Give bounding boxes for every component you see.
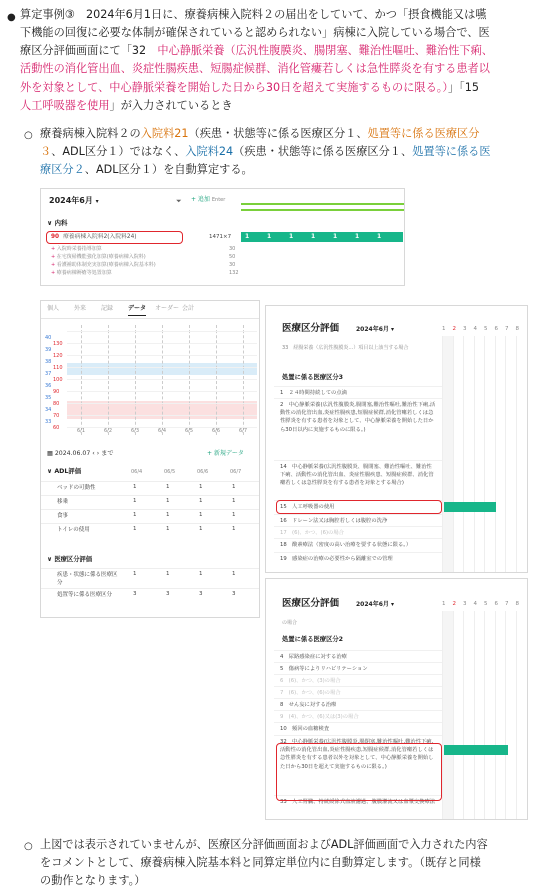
day-col: [453, 336, 464, 572]
p1-sub-label: 看護補助体制充実加算(療養病棟入院基本料): [56, 262, 156, 268]
p1-day-value: 1: [267, 233, 272, 240]
p4-green-bar: [444, 745, 508, 755]
p3-green-bar: [444, 502, 496, 512]
calendar-icon: ▦: [47, 450, 53, 457]
day-col: [442, 611, 453, 819]
p3-eval-row[interactable]: 1 ２４時間持続しての点滴: [274, 386, 442, 398]
p1-sub-count: 50: [229, 254, 236, 260]
p1-sub-count: 30: [229, 262, 236, 268]
p2-row-value: 1: [199, 484, 203, 490]
day-col: [516, 336, 527, 572]
p3-eval-row[interactable]: 18 酸素療法（密度の高い治療を要する状態に限る。）: [274, 538, 442, 552]
day-col: [505, 611, 516, 819]
p4-day: 3: [463, 601, 467, 607]
p2-grid-hline: [67, 391, 257, 392]
p4-highlight-box: [276, 743, 442, 801]
p4-day: 4: [473, 601, 477, 607]
p2-y-tick: 60: [53, 425, 60, 431]
p2-y-tick: 39: [45, 347, 52, 353]
p2-x-dates: [67, 428, 257, 436]
p2-grid-line: [216, 325, 217, 435]
sub-bullet-text-2: 上図では表示されていませんが、医療区分評価画面およびADL評価画面で入力された内容 をコメントとして、療養病棟入院基本料と同算定単位内に自動算定します。（既存と同様 の動作となります。）: [40, 838, 488, 888]
p3-month[interactable]: 2024年6月 ▾: [356, 326, 394, 333]
p2-tab[interactable]: 個人: [47, 305, 60, 312]
p2-row-label: 食事: [57, 513, 69, 519]
p4-eval-row[interactable]: 8 せん妄に対する治療: [274, 698, 442, 710]
p3-highlight-box: [276, 500, 442, 514]
p1-green-strip: [241, 203, 405, 205]
p1-day-value: 1: [377, 233, 382, 240]
p2-x-date: 6/4: [158, 428, 167, 434]
p1-sub-label: 入院時栄養指導加算: [56, 246, 102, 252]
p4-eval-row[interactable]: 4 尿路感染症に対する治療: [274, 650, 442, 662]
p2-row-value: 1: [199, 498, 203, 504]
day-col: [505, 336, 516, 572]
sub-bullet-circle: ○: [24, 130, 33, 141]
p3-day: 7: [505, 326, 509, 332]
p3-section: 処置に係る医療区分3: [282, 374, 344, 381]
order-calendar-panel: [40, 188, 405, 286]
p2-x-date: 6/3: [131, 428, 140, 434]
p3-day: 5: [484, 326, 488, 332]
p1-sub-item[interactable]: [51, 270, 241, 278]
p2-next-icon[interactable]: ›: [96, 450, 100, 457]
p2-row-value: 1: [232, 484, 236, 490]
p1-sub-plus-icon: +: [51, 246, 57, 252]
p2-tab[interactable]: データ: [128, 305, 146, 316]
p3-eval-row[interactable]: 19 感染症の治療の必要性から隔離室での管理: [274, 552, 442, 566]
p2-x-date: 6/5: [185, 428, 194, 434]
p3-top-text: 33 経腸栄養（広汎性腹膜炎…）項目以上該当する場合: [282, 345, 409, 351]
p4-top-text: の場合: [282, 620, 298, 626]
p2-grid-line: [243, 325, 244, 435]
p2-row-value: 1: [232, 571, 236, 577]
p1-day-values: [241, 233, 381, 242]
p4-day: 8: [515, 601, 519, 607]
p4-day: 2: [452, 601, 456, 607]
p3-eval-row[interactable]: 17 (6)、かつ、(6)の場合: [274, 526, 442, 538]
p2-grid-hline: [67, 331, 257, 332]
p2-row-label: 移乗: [57, 499, 69, 505]
p1-sub-plus-icon: +: [51, 262, 57, 268]
p1-sub-plus-icon: +: [51, 254, 57, 260]
p2-y-tick: 100: [53, 377, 63, 383]
day-col: [495, 336, 506, 572]
p2-y-tick: 110: [53, 365, 63, 371]
p2-y-tick: 37: [45, 371, 52, 377]
p2-x-date: 6/1: [77, 428, 86, 434]
p2-med-title: ∨ 医療区分評価: [47, 556, 93, 563]
p2-tab-bar: [41, 301, 260, 319]
p2-row-value: 1: [133, 498, 137, 504]
p1-green-strip-2: [241, 209, 405, 211]
day-col: [463, 336, 474, 572]
p2-row-value: 1: [133, 526, 137, 532]
p2-grid-hline: [67, 343, 257, 344]
day-col: [463, 611, 474, 819]
p2-col-date: 06/4: [131, 469, 143, 475]
day-col: [495, 611, 506, 819]
p2-grid-line: [162, 325, 163, 435]
p1-sub-count: 132: [229, 270, 239, 276]
p2-row-value: 1: [199, 571, 203, 577]
p4-eval-row[interactable]: 7 (6)、かつ、(6)の場合: [274, 686, 442, 698]
p2-table-row: [41, 568, 260, 588]
p2-grid-hline: [67, 403, 257, 404]
p2-x-date: 6/7: [239, 428, 248, 434]
p1-sub-label: 在宅復帰機能強化加算(療養病棟入院料): [56, 254, 146, 260]
p2-y-tick: 80: [53, 401, 60, 407]
p2-row-label: 疾患・状態に係る医療区分: [57, 572, 118, 587]
p2-chart: [41, 321, 260, 439]
p2-row-value: 1: [166, 526, 170, 532]
p2-y-tick: 130: [53, 341, 63, 347]
p3-eval-row[interactable]: 14 中心静脈栄養(広汎性腹膜炎、腸閉塞、難治性嘔吐、難治性下痢、活動性の消化管出血、炎症性腸疾患、短腸症候群、消化管瘻若しくは急性膵炎を有する患者を対象とする場合): [274, 460, 442, 500]
p1-day-value: 1: [333, 233, 338, 240]
p4-day: 7: [505, 601, 509, 607]
p2-new-data-button[interactable]: + 新規データ: [207, 450, 244, 457]
p2-row-value: 1: [133, 571, 137, 577]
p2-prev-icon[interactable]: ‹: [92, 450, 95, 457]
p2-row-label: 処置等に係る医療区分: [57, 592, 113, 598]
p2-tab[interactable]: 記録: [101, 305, 114, 312]
p1-sub-item[interactable]: [51, 254, 241, 262]
p3-eval-row[interactable]: 16 ドレーン法又は胸腔若しくは腹腔の洗浄: [274, 514, 442, 526]
p2-table-row: [41, 509, 260, 523]
p3-day: 1: [442, 326, 446, 332]
p2-table-row: [41, 481, 260, 495]
p2-row-value: 1: [199, 526, 203, 532]
p2-row-value: 1: [166, 484, 170, 490]
sub-bullet-text-1: 療養病棟入院料２の入院料21（疾患・状態等に係る医療区分１、処置等に係る医療区分 ３、ADL区分１）ではなく、入院料24（疾患・状態等に係る医療区分１、処置等に係る医 療区分２、ADL区分１）を自動算定する。: [40, 127, 491, 177]
p4-title: 医療区分評価: [282, 598, 340, 609]
p2-grid-hline: [67, 415, 257, 416]
p1-sub-label: 療養病棟褥瘡等処置加算: [56, 270, 112, 276]
p2-col-date: 06/5: [164, 469, 176, 475]
p4-eval-row[interactable]: 33 人工腎臓、持続緩徐式血液濾過、腹膜灌流又は血漿交換療法: [274, 795, 442, 811]
bullet-text-1: 算定事例③ 2024年6月1日に、療養病棟入院料２の届出をしていて、かつ「摂食機能又は嚥 下機能の回復に必要な体制が確保されていると認められない」病棟に入院している場合で、医 療区分評価画面にて「32 中心静脈栄養（広汎性腹膜炎、腸閉塞、難治性嘔吐、難治性下痢、 活動性の消化管出血、炎症性腸疾患、短腸症候群、消化管瘻若しくは急性膵炎を有する患者以 外を対象として、中心静脈栄養を開始した日から30日を超えて実施するものに限る。）」「15 人工呼吸器を使用」が入力されているとき: [20, 8, 493, 112]
p4-grid: [442, 611, 526, 819]
p2-y-tick: 35: [45, 395, 52, 401]
p2-tab[interactable]: 会計: [182, 305, 195, 312]
p2-grid-line: [135, 325, 136, 435]
p2-grid-line: [81, 325, 82, 435]
p2-row-label: ベッドの可動性: [57, 485, 96, 491]
p1-day-value: 1: [245, 233, 250, 240]
p2-row-value: 3: [232, 591, 236, 597]
p2-row-value: 1: [232, 498, 236, 504]
p2-row-value: 3: [199, 591, 203, 597]
p2-row-value: 1: [133, 484, 137, 490]
p1-add-button[interactable]: + 追加 Enter: [191, 196, 226, 203]
p2-grid-hline: [67, 379, 257, 380]
p2-table-row: [41, 495, 260, 509]
patient-data-panel: [40, 300, 260, 618]
p1-sub-count: 30: [229, 246, 236, 252]
p2-y-tick: 70: [53, 413, 60, 419]
p4-month[interactable]: 2024年6月 ▾: [356, 601, 394, 608]
p1-day-header: [241, 193, 405, 203]
p2-grid-hline: [67, 355, 257, 356]
p2-x-date: 6/6: [212, 428, 221, 434]
day-col: [474, 611, 485, 819]
p2-table-row: [41, 523, 260, 537]
p1-section: ∨ 内科: [47, 219, 68, 227]
p3-day-header: [442, 326, 526, 334]
p4-day: 1: [442, 601, 446, 607]
day-col: [474, 336, 485, 572]
p1-sub-item[interactable]: [51, 246, 241, 254]
day-col: [484, 336, 495, 572]
p1-count: 1471×7: [209, 234, 232, 240]
p1-day-value: 1: [355, 233, 360, 240]
p2-row-value: 1: [133, 512, 137, 518]
p2-y-axis: [41, 335, 67, 435]
p2-table-row: [41, 588, 260, 608]
p3-eval-row[interactable]: 2 中心静脈栄養(広汎性腹膜炎,腸閉塞,難治性嘔吐,難治性下痢,活動性の消化管出血,炎症性腸疾患,短腸症候群,消化管瘻若しくは急性膵炎を有する患者を対象として、中心静脈栄養を開始した日から30日以内に実施するものに限る。): [274, 398, 442, 460]
p1-sub-plus-icon: +: [51, 270, 57, 276]
sub-bullet-circle-2: ○: [24, 841, 33, 852]
p2-row-value: 1: [232, 526, 236, 532]
p4-day-header: [442, 601, 526, 609]
p2-x-date: 6/2: [104, 428, 113, 434]
p2-row-label: トイレの使用: [57, 527, 90, 533]
p2-y-tick: 38: [45, 359, 52, 365]
p4-eval-row[interactable]: 9 (4)、かつ、(6)又は(3)の場合: [274, 710, 442, 722]
p4-eval-row[interactable]: 10 頻回の血糖検査: [274, 722, 442, 735]
p1-code: 90: [51, 234, 60, 240]
p2-date-picker[interactable]: ▦ 2024.06.07 ‹ › まで: [47, 450, 114, 457]
p2-gridlines: [67, 325, 257, 435]
day-col: [516, 611, 527, 819]
bullet-disc: ●: [7, 12, 16, 23]
p4-eval-row[interactable]: 6 (6)、かつ、(3)の場合: [274, 674, 442, 686]
medical-eval-panel-3: [265, 305, 528, 573]
p4-eval-row[interactable]: 5 傷病等によりリハビリテーション: [274, 662, 442, 674]
p2-y-tick: 90: [53, 389, 60, 395]
p3-grid: [442, 336, 526, 572]
filter-icon[interactable]: ⏷: [176, 197, 182, 205]
p2-tab[interactable]: オーダー: [155, 305, 180, 312]
p1-month[interactable]: 2024年6月 ▾: [49, 196, 99, 205]
p2-y-tick: 34: [45, 407, 52, 413]
p2-grid-line: [108, 325, 109, 435]
p3-eval-row[interactable]: 15 人工呼吸器の使用: [274, 500, 442, 514]
p2-col-date: 06/7: [230, 469, 242, 475]
p3-day: 2: [452, 326, 456, 332]
day-col: [484, 611, 495, 819]
p3-day: 3: [463, 326, 467, 332]
p1-day-value: 1: [289, 233, 294, 240]
p3-day: 6: [494, 326, 498, 332]
p2-grid-line: [189, 325, 190, 435]
p4-eval-row[interactable]: 32 中心静脈栄養(広汎性腹膜炎,腸閉塞,難治性嘔吐,難治性下痢,活動性の消化管出血,炎症性腸疾患,短腸症候群,消化管瘻若しくは急性膵炎を有する患者以外を対象として、中心静脈栄養を開始した日から30日を超えて実施するものに限る。): [274, 735, 442, 795]
p2-col-date: 06/6: [197, 469, 209, 475]
p2-y-tick: 33: [45, 419, 52, 425]
day-col: [442, 336, 453, 572]
p2-row-value: 1: [199, 512, 203, 518]
p4-day: 6: [494, 601, 498, 607]
medical-eval-panel-2: [265, 578, 528, 820]
p2-col-dates: [131, 469, 259, 477]
p2-row-value: 1: [232, 512, 236, 518]
p2-tab[interactable]: 外来: [74, 305, 87, 312]
p4-section: 処置に係る医療区分2: [282, 636, 344, 643]
p2-y-tick: 40: [45, 335, 52, 341]
p4-day: 5: [484, 601, 488, 607]
p3-day: 8: [515, 326, 519, 332]
p3-day: 4: [473, 326, 477, 332]
p2-row-value: 1: [166, 512, 170, 518]
p2-row-value: 1: [166, 498, 170, 504]
day-col: [453, 611, 464, 819]
p1-item[interactable]: 療養病棟入院料2(入院料24): [63, 234, 137, 240]
p2-row-value: 3: [166, 591, 170, 597]
p1-day-value: 1: [311, 233, 316, 240]
p2-y-tick: 36: [45, 383, 52, 389]
p2-adl-title: ∨ ADL評価: [47, 468, 82, 475]
p3-title: 医療区分評価: [282, 323, 340, 334]
p2-row-value: 3: [133, 591, 137, 597]
p1-sub-item[interactable]: [51, 262, 241, 270]
p2-y-tick: 120: [53, 353, 63, 359]
p2-grid-hline: [67, 367, 257, 368]
p2-row-value: 1: [166, 571, 170, 577]
